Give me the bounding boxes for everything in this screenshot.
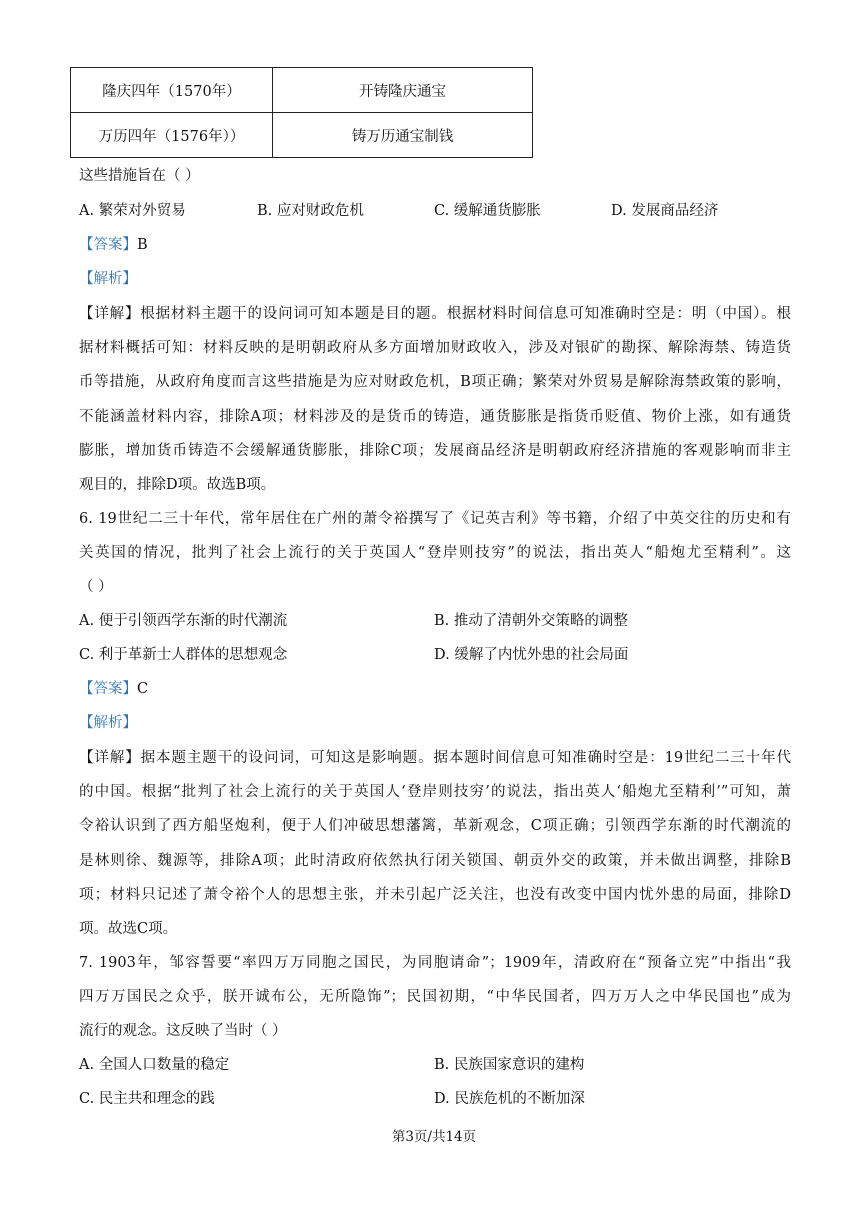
q5-analysis-label: 【解析】 <box>79 271 137 287</box>
q6-detail-line: 令裕认识到了西方船坚炮利，便于人们冲破思想藩篱，革新观念，C项正确；引领西学东渐的时代潮流的 <box>79 818 791 834</box>
table-cell-year: 万历四年（1576年）） <box>71 113 273 158</box>
answer-label: 【答案】 <box>79 237 137 253</box>
q5-option-c: C. 缓解通货膨胀 <box>434 203 541 219</box>
q7-stem-line: 7. 1903年，邹容誓要“率四万万同胞之国民，为同胞请命”；1909年，清政府在“预备立宪”中指出“我 <box>79 955 791 971</box>
q5-detail-line: 不能涵盖材料内容，排除A项；材料涉及的是货币的铸造，通货膨胀是指货币贬值、物价上涨，如有通货 <box>79 409 791 425</box>
answer-value: B <box>137 237 148 253</box>
table-row <box>71 68 533 113</box>
q5-option-d: D. 发展商品经济 <box>611 203 719 219</box>
q6-stem-line: 6. 19世纪二三十年代，常年居住在广州的萧令裕撰写了《记英吉利》等书籍，介绍了中英交往的历史和有 <box>79 511 791 527</box>
reform-table <box>70 67 533 158</box>
q5-answer <box>79 235 148 255</box>
page-number: 第3页/共14页 <box>391 1129 477 1145</box>
q5-detail-line: 据材料概括可知：材料反映的是明朝政府从多方面增加财政收入，涉及对银矿的勘探、解除海禁、铸造货 <box>79 340 791 356</box>
q6-stem-line: （ ） <box>79 579 113 595</box>
q6-detail-line: 项。故选C项。 <box>79 921 178 937</box>
q6-detail-line: 项；材料只记述了萧令裕个人的思想主张，并未引起广泛关注，也没有改变中国内忧外患的局面，排除D <box>79 887 791 903</box>
answer-label: 【答案】 <box>79 681 137 697</box>
q7-option-c: C. 民主共和理念的践 <box>79 1091 215 1107</box>
table-row <box>71 113 533 158</box>
q5-option-b: B. 应对财政危机 <box>257 203 364 219</box>
q7-option-a: A. 全国人口数量的稳定 <box>79 1057 230 1073</box>
q6-answer <box>79 679 148 699</box>
q5-detail-line: 币等措施，从政府角度而言这些措施是为应对财政危机，B项正确；繁荣对外贸易是解除海禁政策的影响， <box>79 374 791 390</box>
q6-analysis-label: 【解析】 <box>79 715 137 731</box>
q6-option-b: B. 推动了清朝外交策略的调整 <box>434 613 628 629</box>
q7-stem-line: 流行的观念。这反映了当时（ ） <box>79 1023 287 1039</box>
q5-detail-line: 【详解】根据材料主题干的设问词可知本题是目的题。根据材料时间信息可知准确时空是：明（中国）。根 <box>79 306 791 322</box>
q7-option-b: B. 民族国家意识的建构 <box>434 1057 585 1073</box>
q5-option-a: A. 繁荣对外贸易 <box>79 203 186 219</box>
table-cell-year: 隆庆四年（1570年） <box>71 68 273 113</box>
table-cell-event: 开铸隆庆通宝 <box>273 68 533 113</box>
q6-option-c: C. 利于革新士人群体的思想观念 <box>79 647 288 663</box>
q6-detail-line: 【详解】据本题主题干的设问词，可知这是影响题。据本题时间信息可知准确时空是：19世纪二三十年代 <box>79 750 791 766</box>
q5-detail-line: 观目的，排除D项。故选B项。 <box>79 477 276 493</box>
q5-stem: 这些措施旨在（ ） <box>79 168 200 184</box>
q7-option-d: D. 民族危机的不断加深 <box>434 1091 585 1107</box>
q6-option-d: D. 缓解了内忧外患的社会局面 <box>434 647 629 663</box>
table-cell-event: 铸万历通宝制钱 <box>273 113 533 158</box>
q6-option-a: A. 便于引领西学东渐的时代潮流 <box>79 613 288 629</box>
q5-detail-line: 膨胀，增加货币铸造不会缓解通货膨胀，排除C项；发展商品经济是明朝政府经济措施的客观影响而非主 <box>79 443 791 459</box>
q6-detail-line: 的中国。根据“批判了社会上流行的关于英国人‘登岸则技穷’的说法，指出英人‘船炮尤至精利’”可知，萧 <box>79 784 791 800</box>
q7-stem-line: 四万万国民之众乎，朕开诚布公，无所隐饰”；民国初期，“中华民国者，四万万人之中华民国也”成为 <box>79 989 791 1005</box>
q6-detail-line: 是林则徐、魏源等，排除A项；此时清政府依然执行闭关锁国、朝贡外交的政策，并未做出调整，排除B <box>79 853 791 869</box>
answer-value: C <box>137 681 149 697</box>
q6-stem-line: 关英国的情况，批判了社会上流行的关于英国人“登岸则技穷”的说法，指出英人“船炮尤至精利”。这 <box>79 545 791 561</box>
